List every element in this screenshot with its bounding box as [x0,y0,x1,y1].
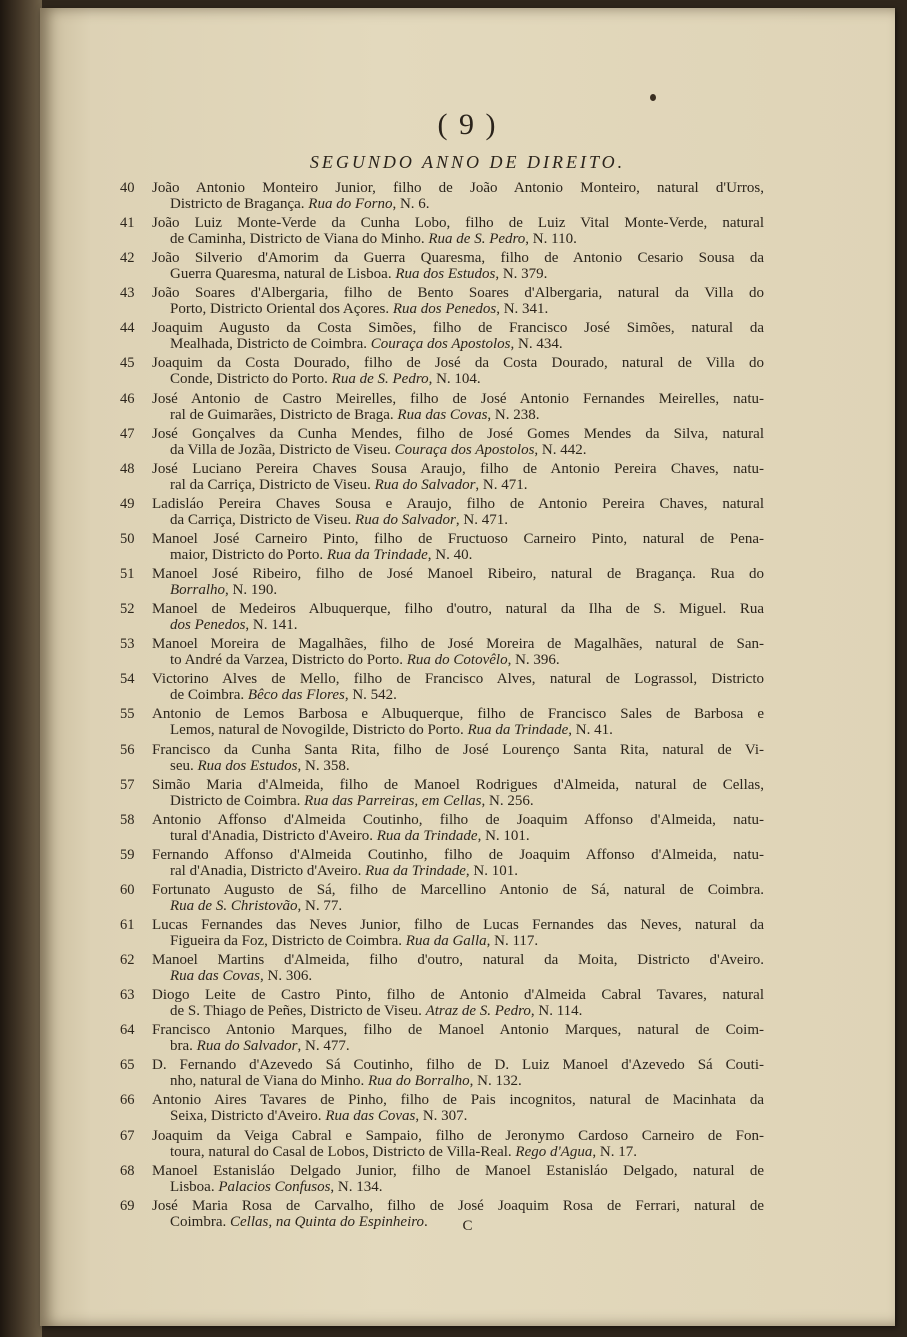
entry-line-2 [170,336,764,352]
entry-address: Rua de S. Christovão [170,897,298,914]
entry-number: 69 [120,1197,135,1214]
entry-number: 68 [120,1162,135,1179]
entry-house-number: , N. 379. [495,266,548,283]
entry-number: 49 [120,495,135,512]
entry-number: 56 [120,741,135,758]
list-item [40,250,895,285]
entry-line-2 [170,1108,764,1124]
entry-origin: de Coimbra. [170,687,245,704]
entry-line-2 [170,1144,764,1160]
list-item [40,1057,895,1092]
entry-line-2 [170,512,764,528]
entry-number: 40 [120,180,135,196]
list-item [40,671,895,706]
entry-line-1: Fernando Affonso d'Almeida Coutinho, filho de Joaquim Affonso d'Almeida, natu- [152,846,764,863]
entry-origin: toura, natural do Casal de Lobos, Districto de Villa-Real. [170,1143,512,1160]
entry-house-number: , N. 101. [465,862,519,879]
entry-line-1: Ladisláo Pereira Chaves Sousa e Araujo, filho de Antonio Pereira Chaves, natural [152,495,764,512]
entry-address: Rua do Forno [308,196,393,212]
entry-line-2 [170,652,764,668]
entry-address: Rego d'Agua [515,1143,593,1160]
list-item [40,917,895,952]
entry-line-2 [170,301,764,317]
entry-number: 60 [120,881,135,898]
entry-line-1: João Luiz Monte-Verde da Cunha Lobo, filho de Luiz Vital Monte-Verde, natural [152,215,764,232]
entry-house-number: , N. 141. [245,617,298,634]
entry-number: 53 [120,636,135,653]
entry-line-1: Joaquim da Costa Dourado, filho de José da Costa Dourado, natural de Villa do [152,355,764,372]
entry-address: Rua da Trindade [467,722,569,739]
list-item [40,777,895,812]
entry-house-number: , N. 471. [455,511,508,528]
entry-line-1: Joaquim Augusto da Costa Simões, filho de Francisco José Simões, natural da [152,320,764,337]
entry-origin: to André da Varzea, Districto do Porto. [170,652,404,669]
entry-line-2 [170,407,764,423]
list-item [40,847,895,882]
entry-line-2 [170,442,764,458]
entry-origin: bra. [170,1038,193,1055]
entry-line-1: Antonio Aires Tavares de Pinho, filho de Pais incognitos, natural de Macinhata da [152,1092,764,1109]
entry-house-number: , N. 104. [428,371,481,388]
entry-number: 55 [120,706,135,723]
entry-line-2 [170,1179,764,1195]
list-item [40,531,895,566]
entry-address: Rua do Cotovêlo [406,652,508,669]
entry-origin: Coimbra. [170,1213,227,1230]
entry-origin: Districto de Bragança. [170,196,305,212]
entry-address: Couraça dos Apostolos [370,336,511,353]
entry-line-1: Francisco Antonio Marques, filho de Manoel Antonio Marques, natural de Coim- [152,1022,764,1039]
entry-number: 65 [120,1057,135,1074]
entry-number: 54 [120,671,135,688]
entry-line-1: Manoel Moreira de Magalhães, filho de José Moreira de Magalhães, natural de San- [152,636,764,653]
entry-address: Rua da Trindade [326,546,428,563]
entry-line-1: José Luciano Pereira Chaves Sousa Araujo, filho de Antonio Pereira Chaves, natu- [152,460,764,477]
entry-house-number: , N. 471. [475,476,528,493]
list-item [40,461,895,496]
entry-line-1: Victorino Alves de Mello, filho de Francisco Alves, natural de Lograssol, Districto [152,671,764,688]
entry-address: Rua do Salvador [196,1038,298,1055]
entry-line-1: Manoel José Carneiro Pinto, filho de Fructuoso Carneiro Pinto, natural de Pena- [152,530,764,547]
entry-address: Rua de S. Pedro [428,231,526,248]
entry-house-number: , N. 256. [481,792,534,809]
entry-number: 41 [120,215,135,232]
entry-line-1: D. Fernando d'Azevedo Sá Coutinho, filho de D. Luiz Manoel d'Azevedo Sá Couti- [152,1057,764,1074]
entry-house-number: , N. 434. [510,336,563,353]
list-item [40,706,895,741]
entry-origin: Guerra Quaresma, natural de Lisboa. [170,266,392,283]
entry-number: 63 [120,987,135,1004]
entry-line-2 [170,828,764,844]
entry-line-2 [170,371,764,387]
entry-number: 50 [120,530,135,547]
entry-number: 44 [120,320,135,337]
entry-line-1: José Gonçalves da Cunha Mendes, filho de José Gomes Mendes da Silva, natural [152,425,764,442]
entry-origin: Porto, Districto Oriental dos Açores. [170,301,390,318]
entry-address: Rua das Covas [325,1108,416,1125]
entry-number: 46 [120,390,135,407]
list-item [40,1092,895,1127]
entry-address: Rua das Covas [170,968,260,985]
entry-house-number: , N. 17. [592,1143,637,1160]
entry-origin: tural d'Anadia, Districto d'Aveiro. [170,827,373,844]
entry-origin: Conde, Districto do Porto. [170,371,328,388]
entry-line-2 [170,547,764,563]
entry-origin: de Caminha, Districto de Viana do Minho. [170,231,425,248]
ink-speck [650,94,656,101]
entry-number: 47 [120,425,135,442]
entry-origin: Figueira da Foz, Districto de Coimbra. [170,932,403,949]
entry-house-number: , N. 101. [477,827,530,844]
entry-number: 66 [120,1092,135,1109]
entry-number: 45 [120,355,135,372]
entry-address: Rua de S. Pedro [331,371,429,388]
entry-house-number: , N. 341. [496,301,549,318]
entry-origin: maior, Districto do Porto. [170,546,324,563]
entry-address: Rua das Parreiras, em Cellas [304,792,482,809]
entry-origin: seu. [170,757,194,774]
entry-address: Rua dos Estudos [395,266,496,283]
entry-line-1: Manoel Martins d'Almeida, filho d'outro, natural da Moita, Districto d'Aveiro. [152,952,764,969]
entry-number: 58 [120,811,135,828]
entry-house-number: , N. 77. [297,897,343,914]
entry-house-number: , N. 396. [507,652,560,669]
entry-origin: de S. Thiago de Peñes, Districto de Viseu. [170,1003,422,1020]
entry-origin: Mealhada, Districto de Coimbra. [170,336,368,353]
entry-address: Rua das Covas [397,406,488,423]
entry-house-number: , N. 477. [297,1038,350,1055]
entry-line-1: Diogo Leite de Castro Pinto, filho de Antonio d'Almeida Cabral Tavares, natural [152,987,764,1004]
entry-number: 59 [120,846,135,863]
entry-line-1: Simão Maria d'Almeida, filho de Manoel Rodrigues d'Almeida, natural de Cellas, [152,776,764,793]
list-item [40,566,895,601]
entry-address: Atraz de S. Pedro [425,1003,531,1020]
list-item [40,952,895,987]
entry-line-1: Antonio de Lemos Barbosa e Albuquerque, filho de Francisco Sales de Barbosa e [152,706,764,723]
entry-address: Borralho [170,582,226,599]
entry-house-number: , N. 442. [534,441,587,458]
entry-line-1: Manoel Estanisláo Delgado Junior, filho de Manoel Estanisláo Delgado, natural de [152,1162,764,1179]
entry-number: 42 [120,250,135,267]
list-item [40,1128,895,1163]
entry-house-number: , N. 238. [487,406,540,423]
entry-house-number: . [424,1213,428,1230]
entry-origin: Seixa, Districto d'Aveiro. [170,1108,322,1125]
entry-address: Cellas, na Quinta do Espinheiro [230,1213,425,1230]
list-item [40,355,895,390]
entry-line-2 [170,793,764,809]
entry-line-1: Francisco da Cunha Santa Rita, filho de José Lourenço Santa Rita, natural de Vi- [152,741,764,758]
entry-line-2 [170,933,764,949]
list-item [40,285,895,320]
entry-house-number: , N. 307. [415,1108,468,1125]
entry-line-1: Joaquim da Veiga Cabral e Sampaio, filho de Jeronymo Cardoso Carneiro de Fon- [152,1127,764,1144]
entry-address: Rua do Salvador [355,511,456,528]
entry-line-1: José Maria Rosa de Carvalho, filho de José Joaquim Rosa de Ferrari, natural de [152,1197,764,1214]
entry-number: 61 [120,916,135,933]
list-item [40,496,895,531]
book-gutter [0,0,42,1337]
entry-origin: Lisboa. [170,1178,215,1195]
list-item [40,1022,895,1057]
entry-address: Palacios Confusos [218,1178,331,1195]
entry-address: dos Penedos [170,617,246,634]
entry-house-number: , N. 6. [392,196,430,212]
entry-line-2 [170,898,764,914]
entry-house-number: , N. 134. [330,1178,383,1195]
entry-number: 62 [120,952,135,969]
entry-number: 43 [120,285,135,302]
entry-house-number: , N. 40. [427,546,473,563]
entry-line-2 [170,617,764,633]
list-item [40,320,895,355]
entry-number: 67 [120,1127,135,1144]
list-item [40,812,895,847]
entry-line-2 [170,758,764,774]
entry-number: 57 [120,776,135,793]
entry-address: Rua da Galla [405,932,487,949]
entry-line-2 [170,196,764,212]
entry-line-1: José Antonio de Castro Meirelles, filho de José Antonio Fernandes Meirelles, natu- [152,390,764,407]
entry-house-number: , N. 190. [225,582,278,599]
list-item [40,391,895,426]
list-item [40,1163,895,1198]
entry-line-1: Fortunato Augusto de Sá, filho de Marcellino Antonio de Sá, natural de Coimbra. [152,881,764,898]
list-item [40,882,895,917]
page-sheet [40,8,895,1326]
entry-line-2 [170,1038,764,1054]
entry-number: 48 [120,460,135,477]
entry-line-2 [170,968,764,984]
list-item [40,180,895,215]
entry-address: Rua da Trindade [376,827,478,844]
entry-line-1: Manoel José Ribeiro, filho de José Manoel Ribeiro, natural de Bragança. Rua do [152,566,764,583]
list-item [40,636,895,671]
entry-line-1: Lucas Fernandes das Neves Junior, filho de Lucas Fernandes das Neves, natural da [152,916,764,933]
entry-number: 51 [120,566,135,583]
entry-origin: da Carriça, Districto de Viseu. [170,511,352,528]
entry-line-1: João Antonio Monteiro Junior, filho de João Antonio Monteiro, natural d'Urros, [152,180,764,196]
list-item [40,215,895,250]
entry-house-number: , N. 110. [525,231,577,248]
entry-origin: ral d'Anadia, Districto d'Aveiro. [170,862,362,879]
entry-line-2 [170,266,764,282]
entry-address: Rua do Borralho [367,1073,470,1090]
entry-line-1: João Soares d'Albergaria, filho de Bento Soares d'Albergaria, natural da Villa do [152,285,764,302]
entry-address: Rua da Trindade [365,862,466,879]
entry-line-2 [170,1003,764,1019]
entry-origin: Lemos, natural de Novogilde, Districto do Porto. [170,722,464,739]
list-item [40,742,895,777]
entry-address: Rua do Salvador [374,476,476,493]
entry-line-1: Manoel de Medeiros Albuquerque, filho d'outro, natural da Ilha de S. Miguel. Rua [152,601,764,618]
entry-address: Rua dos Estudos [197,757,298,774]
entry-house-number: , N. 114. [530,1003,583,1020]
section-heading: SEGUNDO ANNO DE DIREITO. [309,152,626,172]
list-item [40,426,895,461]
entry-origin: nho, natural de Viana do Minho. [170,1073,365,1090]
list-item [40,987,895,1022]
entry-house-number: , N. 542. [344,687,397,704]
entry-origin: Districto de Coimbra. [170,792,301,809]
entry-line-2 [170,687,764,703]
page-number: ( 9 ) [437,108,498,141]
entry-line-1: João Silverio d'Amorim da Guerra Quaresma, filho de Antonio Cesario Sousa da [152,250,764,267]
entry-house-number: , N. 306. [260,968,313,985]
entry-line-2 [170,231,764,247]
signature-mark: C [462,1218,473,1234]
entry-number: 52 [120,601,135,618]
student-list [40,180,895,1233]
entry-line-2 [170,722,764,738]
entry-address: Bêco das Flores [247,687,345,704]
entry-address: Couraça dos Apostolos [394,441,535,458]
entry-origin: da Villa de Jozãa, Districto de Viseu. [170,441,391,458]
entry-line-2 [170,477,764,493]
entry-origin: ral da Carriça, Districto de Viseu. [170,476,371,493]
entry-house-number: , N. 358. [297,757,350,774]
entry-house-number: , N. 117. [486,932,539,949]
entry-address: Rua dos Penedos [392,301,497,318]
entry-line-2 [170,582,764,598]
list-item [40,601,895,636]
entry-line-1: Antonio Affonso d'Almeida Coutinho, filho de Joaquim Affonso d'Almeida, natu- [152,811,764,828]
entry-house-number: , N. 41. [568,722,613,739]
entry-number: 64 [120,1022,135,1039]
entry-line-2 [170,863,764,879]
entry-origin: ral de Guimarães, Districto de Braga. [170,406,394,423]
entry-line-2 [170,1073,764,1089]
entry-house-number: , N. 132. [469,1073,522,1090]
